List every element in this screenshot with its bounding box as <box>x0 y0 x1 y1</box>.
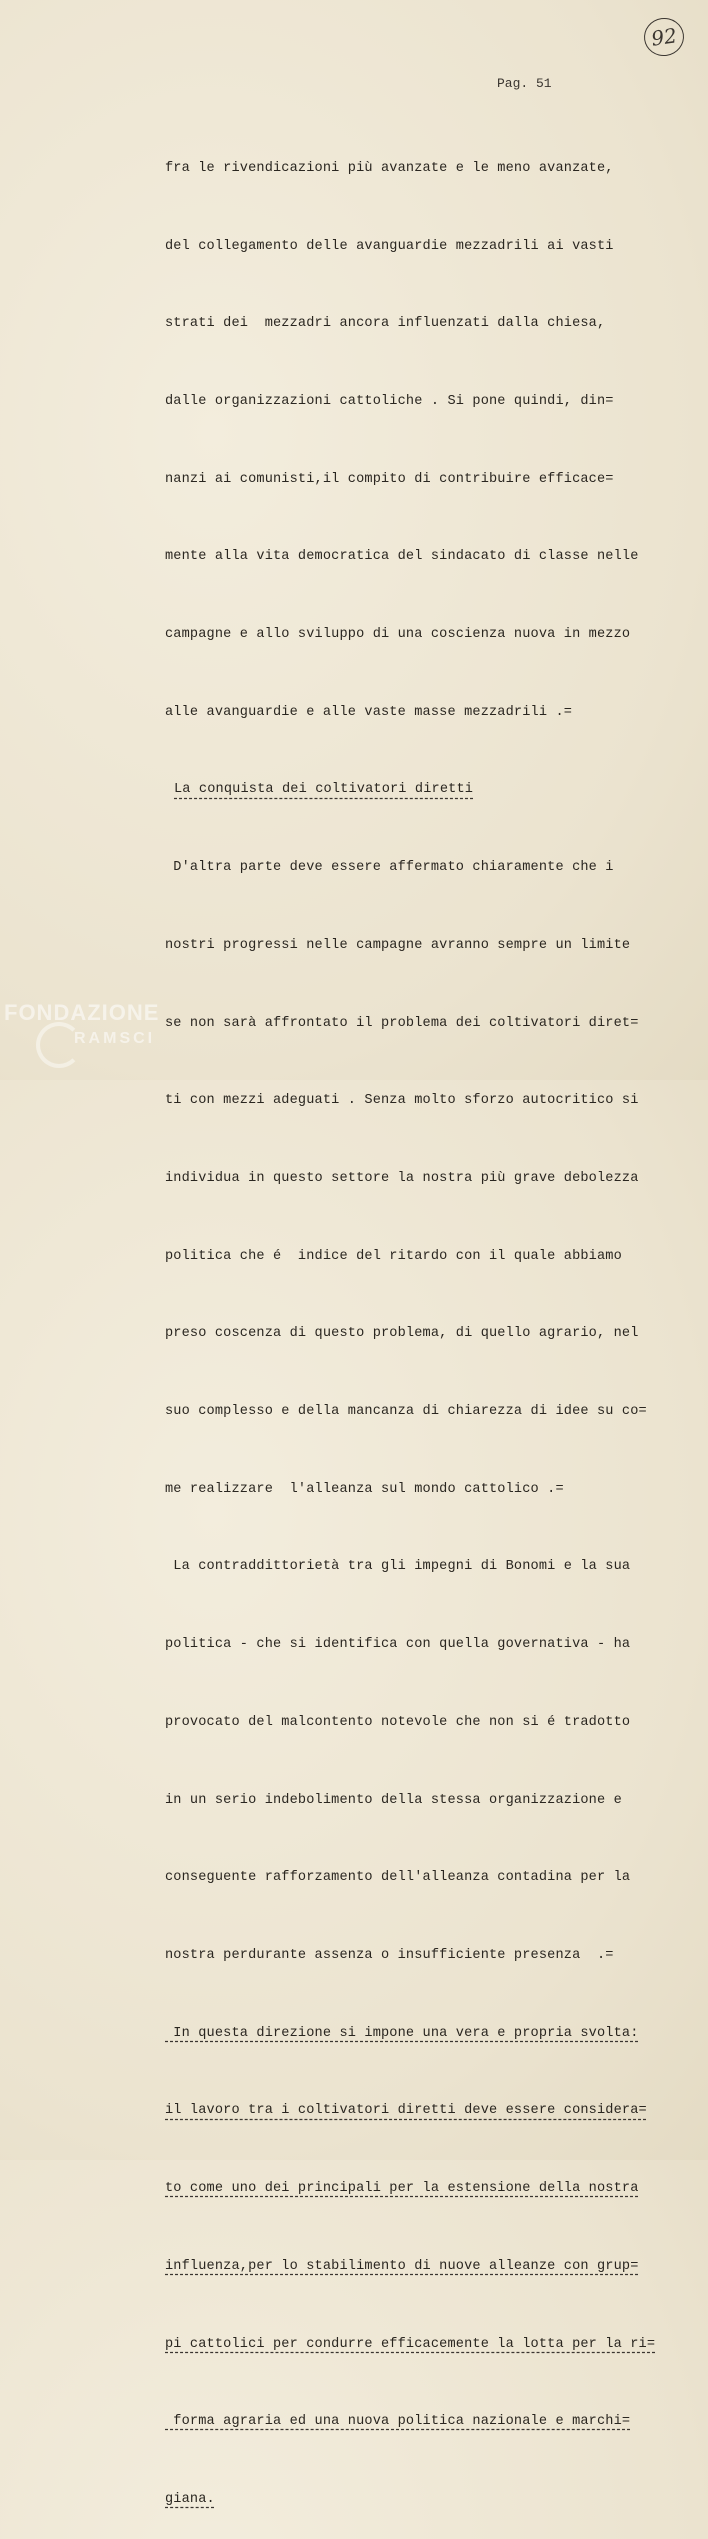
text-line: ti con mezzi adeguati . Senza molto sforzo autocritico si <box>165 1093 639 1109</box>
text-line: se non sarà affrontato il problema dei coltivatori diret= <box>165 1015 639 1031</box>
underlined-text-line: il lavoro tra i coltivatori diretti deve essere considera= <box>165 2103 647 2119</box>
text-line: del collegamento delle avanguardie mezzadrili ai vasti <box>165 238 614 254</box>
text-line: nanzi ai comunisti,il compito di contribuire efficace= <box>165 471 614 487</box>
page-number: Pag. 51 <box>497 76 552 91</box>
text-line: alle avanguardie e alle vaste masse mezzadrili .= <box>165 704 573 720</box>
watermark-line2: RAMSCI <box>74 1030 156 1047</box>
underlined-text-line: to come uno dei principali per la estensione della nostra <box>165 2181 639 2197</box>
text-line: strati dei mezzadri ancora influenzati dalla chiesa, <box>165 316 606 332</box>
watermark-line1: FONDAZIONE <box>4 1000 160 1025</box>
text-line: conseguente rafforzamento dell'alleanza contadina per la <box>165 1870 631 1886</box>
text-line: fra le rivendicazioni più avanzate e le meno avanzate, <box>165 160 614 176</box>
text-line: nostra perdurante assenza o insufficiente presenza .= <box>165 1947 614 1963</box>
text-line: politica che é indice del ritardo con il quale abbiamo <box>165 1248 622 1264</box>
underlined-text-line: forma agraria ed una nuova politica nazionale e marchi= <box>165 2414 631 2430</box>
underlined-text-line: pi cattolici per condurre efficacemente la lotta per la ri= <box>165 2336 656 2352</box>
underlined-text-line: In questa direzione si impone una vera e propria svolta: <box>165 2025 639 2041</box>
underlined-text-line: giana. <box>165 2491 215 2507</box>
fondazione-gramsci-watermark <box>4 1000 160 1047</box>
text-line: in un serio indebolimento della stessa organizzazione e <box>165 1792 622 1808</box>
text-line: campagne e allo sviluppo di una coscienza nuova in mezzo <box>165 627 631 643</box>
text-line: provocato del malcontento notevole che non si é tradotto <box>165 1714 631 1730</box>
text-line: mente alla vita democratica del sindacato di classe nelle <box>165 549 639 565</box>
text-line: La contraddittorietà tra gli impegni di Bonomi e la sua <box>165 1559 631 1575</box>
typed-body-text <box>165 104 656 2539</box>
text-line: D'altra parte deve essere affermato chiaramente che i <box>165 860 614 876</box>
text-line: politica - che si identifica con quella governativa - ha <box>165 1637 631 1653</box>
text-line: preso coscenza di questo problema, di quello agrario, nel <box>165 1326 639 1342</box>
text-line: nostri progressi nelle campagne avranno sempre un limite <box>165 937 631 953</box>
text-line: individua in questo settore la nostra più grave debolezza <box>165 1170 639 1186</box>
section-heading: La conquista dei coltivatori diretti <box>174 782 474 798</box>
text-line: suo complesso e della mancanza di chiarezza di idee su co= <box>165 1404 647 1420</box>
text-line: me realizzare l'alleanza sul mondo cattolico .= <box>165 1481 564 1497</box>
archive-number-stamp: 92 <box>642 15 687 58</box>
text-line: dalle organizzazioni cattoliche . Si pone quindi, din= <box>165 393 614 409</box>
underlined-text-line: influenza,per lo stabilimento di nuove alleanze con grup= <box>165 2258 639 2274</box>
